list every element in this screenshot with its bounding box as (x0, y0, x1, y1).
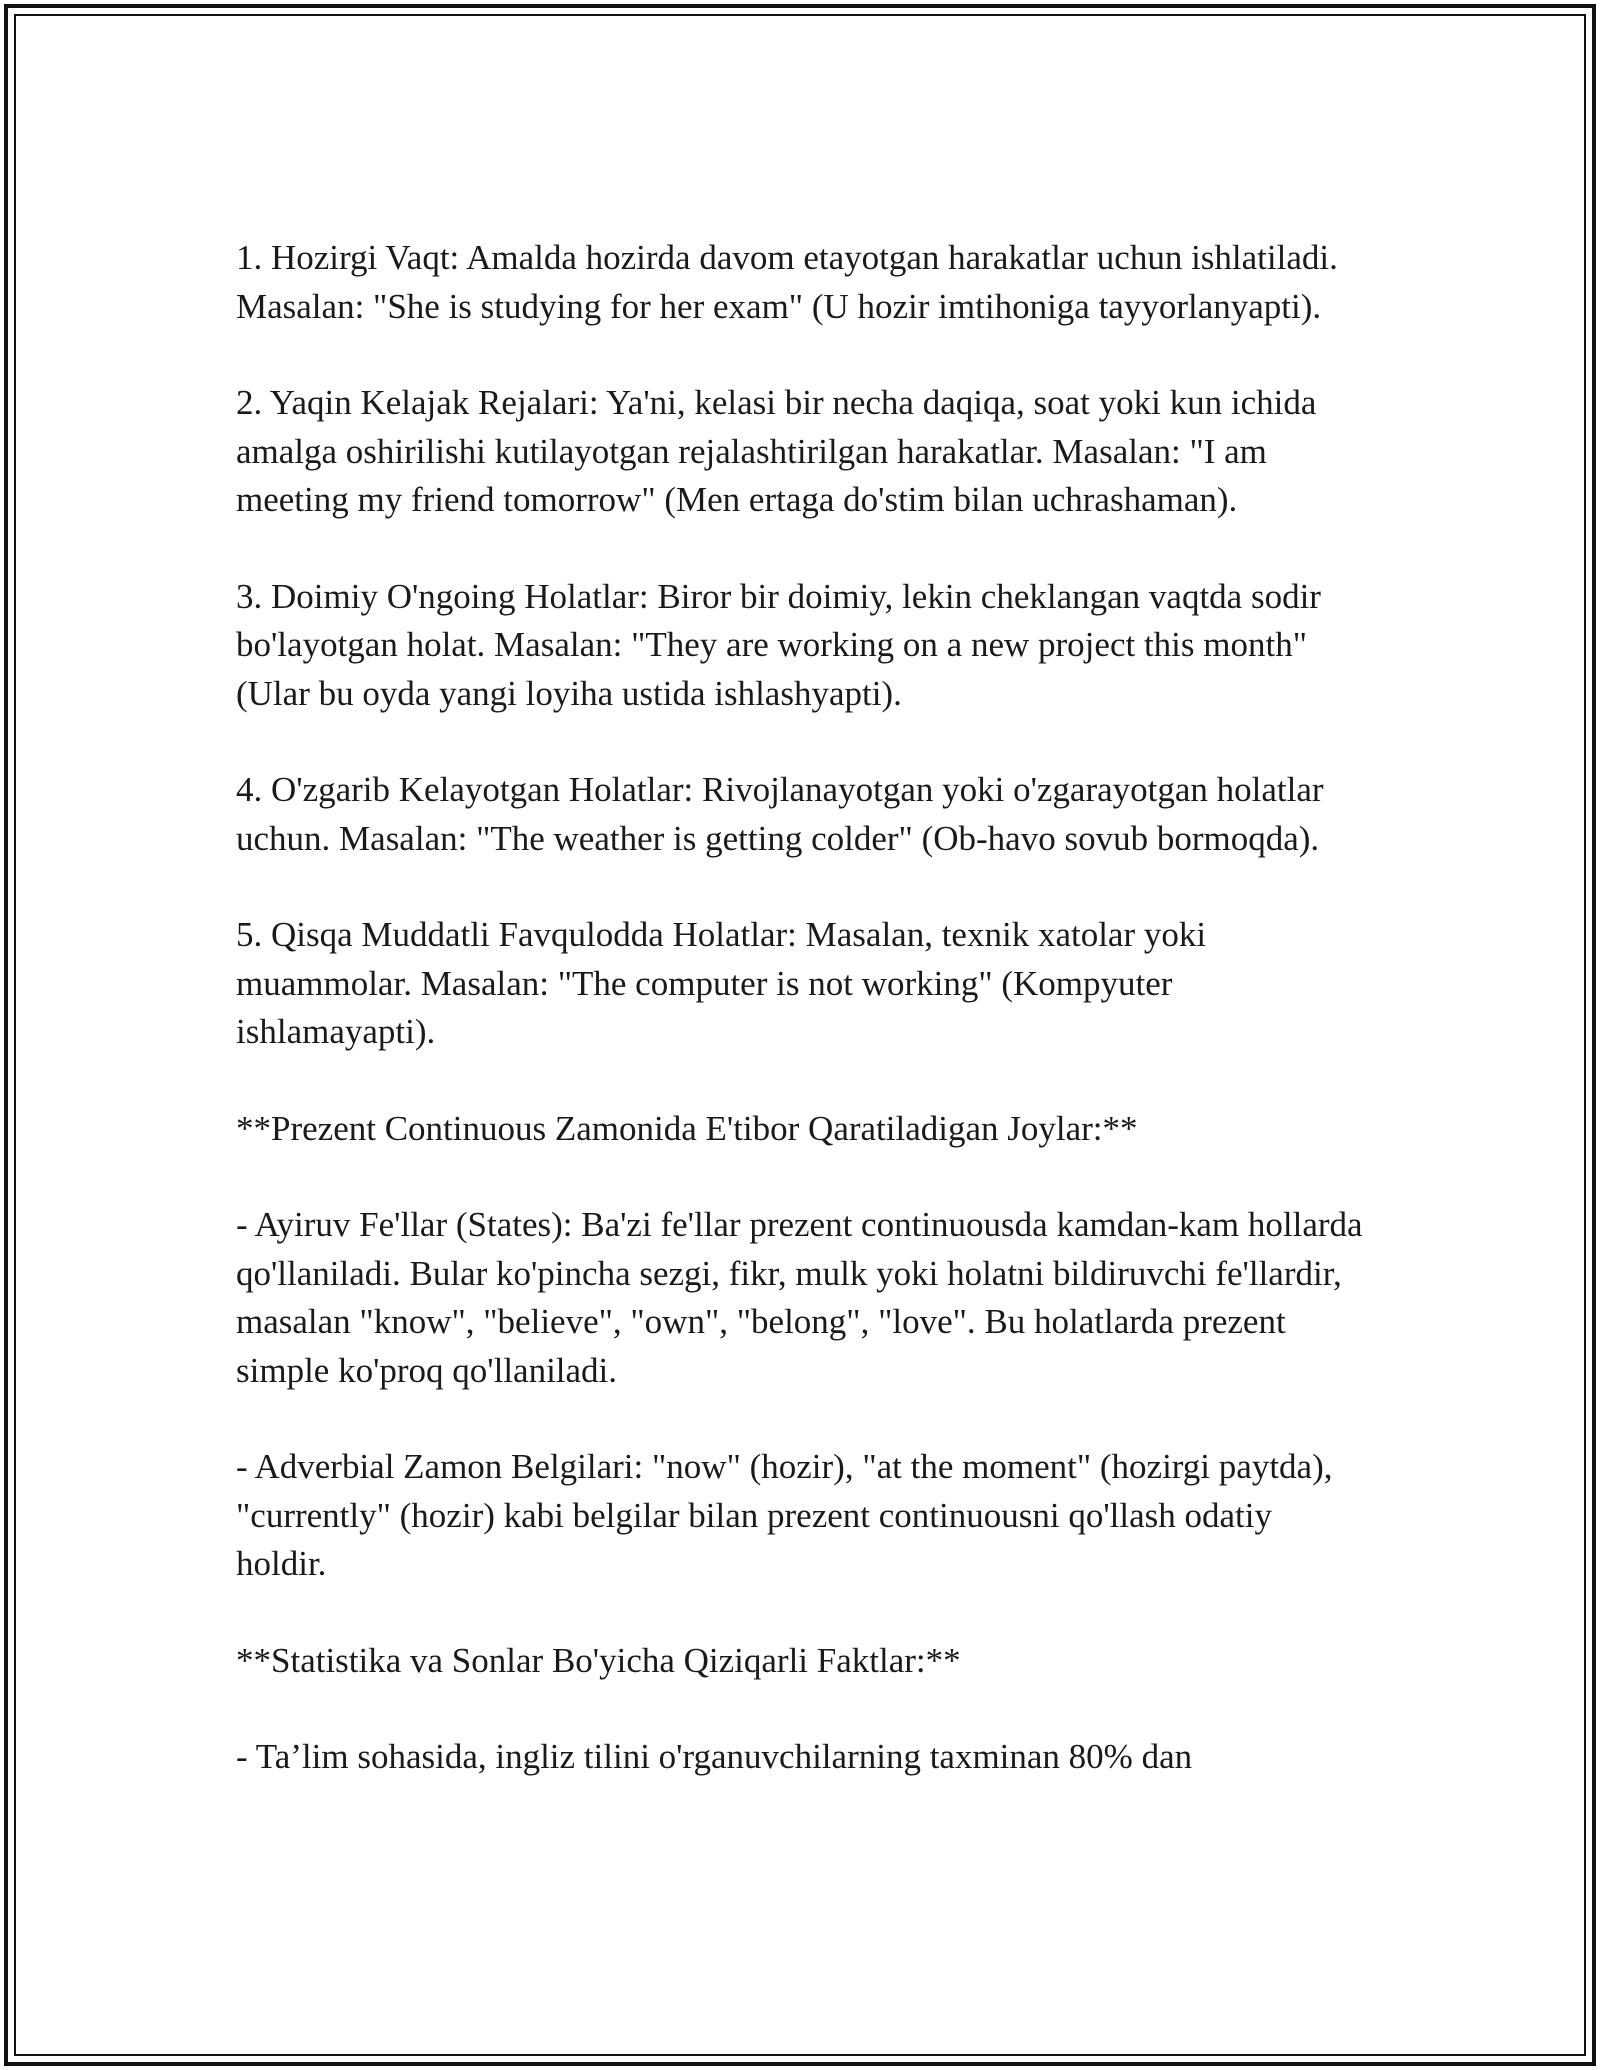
section-heading-statistics: **Statistika va Sonlar Bo'yicha Qiziqarli Faktlar:** (236, 1640, 961, 1680)
paragraph-usage-5: 5. Qisqa Muddatli Favqulodda Holatlar: Masalan, texnik xatolar yoki muammolar. Masalan: "The computer is not working" (Kompyuter ishlamayapti). (236, 915, 1207, 1051)
paragraph-usage-3: 3. Doimiy O'ngoing Holatlar: Biror bir doimiy, lekin cheklangan vaqtda sodir bo'layotgan holat. Masalan: "They are working on a new project this month" (Ular bu oyda yangi loyiha ustida ishlashyapti). (236, 576, 1321, 713)
paragraph-usage-4: 4. O'zgarib Kelayotgan Holatlar: Rivojlanayotgan yoki o'zgarayotgan holatlar uchun. Masalan: "The weather is getting colder" (Ob-havo sovub bormoqda). (236, 770, 1324, 858)
paragraph-time-markers: - Adverbial Zamon Belgilari: "now" (hozir), "at the moment" (hozirgi paytda), "currently" (hozir) kabi belgilar bilan prezent continuousni qo'llash odatiy holdir. (236, 1447, 1333, 1583)
paragraph-stative-verbs: - Ayiruv Fe'llar (States): Ba'zi fe'llar prezent continuousda kamdan-kam hollarda qo'llaniladi. Bular ko'pincha sezgi, fikr, mulk yoki holatni bildiruvchi fe'llardir, masalan "know", "believe", "own", "belong", "love". Bu holatlarda prezent simple ko'proq qo'llaniladi. (236, 1205, 1363, 1390)
paragraph-usage-1: 1. Hozirgi Vaqt: Amalda hozirda davom etayotgan harakatlar uchun ishlatiladi. Masalan: "She is studying for her exam" (U hozir imtihoniga tayyorlanyapti). (236, 238, 1338, 326)
paragraph-usage-2: 2. Yaqin Kelajak Rejalari: Ya'ni, kelasi bir necha daqiqa, soat yoki kun ichida amalga oshirilishi kutilayotgan rejalashtirilgan harakatlar. Masalan: "I am meeting my friend tomorrow" (Men ertaga do'stim bilan uchrashaman). (236, 383, 1317, 519)
document-body (236, 234, 1366, 1830)
paragraph-statistics: - Ta’lim sohasida, ingliz tilini o'rganuvchilarning taxminan 80% dan (236, 1737, 1193, 1776)
section-heading-attention: **Prezent Continuous Zamonida E'tibor Qaratiladigan Joylar:** (236, 1108, 1138, 1148)
